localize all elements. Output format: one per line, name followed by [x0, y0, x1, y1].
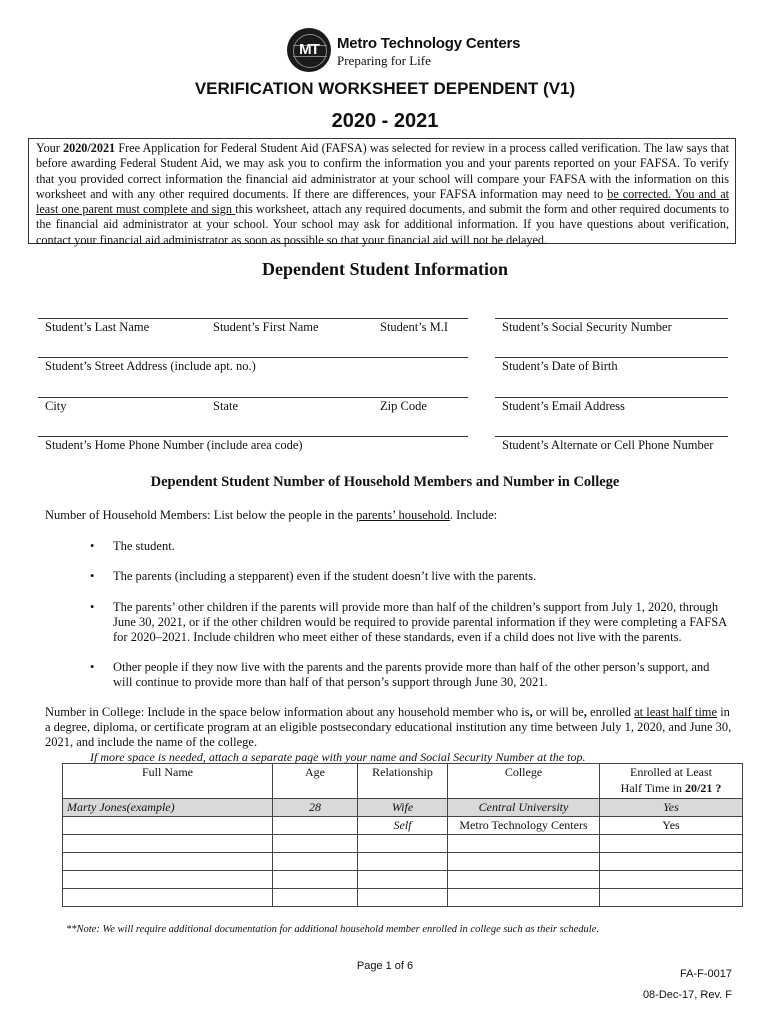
more-space-note: If more space is needed, attach a separate page with your name and Social Security Number at the top. — [90, 750, 586, 764]
bullet-icon: • — [90, 600, 95, 614]
bullet-icon: • — [90, 539, 95, 553]
cell-relationship: Wife — [358, 799, 448, 817]
cell-college[interactable] — [448, 853, 600, 871]
alt-phone-line[interactable] — [495, 436, 728, 437]
cell-relationship[interactable]: Self — [358, 817, 448, 835]
table-row[interactable] — [63, 817, 743, 835]
city-state-zip-line[interactable] — [38, 397, 468, 398]
cell-age[interactable] — [273, 871, 358, 889]
col-header-age: Age — [273, 764, 358, 799]
cell-name: Marty Jones(example) — [63, 799, 273, 817]
label-ssn: Student’s Social Security Number — [502, 320, 672, 334]
name-field-line[interactable] — [38, 318, 468, 319]
globe-logo-icon: MT — [287, 28, 331, 72]
cell-relationship[interactable] — [358, 871, 448, 889]
form-revision: 08-Dec-17, Rev. F — [642, 989, 732, 1001]
household-heading: Dependent Student Number of Household Members and Number in College — [150, 474, 620, 490]
cell-college[interactable] — [448, 835, 600, 853]
street-field-line[interactable] — [38, 357, 468, 358]
ssn-field-line[interactable] — [495, 318, 728, 319]
label-zip: Zip Code — [380, 399, 427, 413]
col-header-enrolled: Enrolled at Least Half Time in 20/21 ? — [600, 764, 743, 799]
label-city: City — [45, 399, 67, 413]
cell-age[interactable] — [273, 853, 358, 871]
table-header-row — [63, 764, 743, 799]
cell-name[interactable] — [63, 871, 273, 889]
cell-age[interactable] — [273, 835, 358, 853]
cell-name[interactable] — [63, 853, 273, 871]
cell-age: 28 — [273, 799, 358, 817]
cell-college[interactable]: Metro Technology Centers — [448, 817, 600, 835]
bullet-item: Other people if they now live with the parents and the parents provide more than half of the other person’s support, and will continue to provide more than half of that person’s support through June 30, 2021. — [113, 660, 710, 690]
cell-relationship[interactable] — [358, 889, 448, 907]
college-table — [62, 763, 743, 907]
cell-name[interactable] — [63, 817, 273, 835]
cell-enrolled[interactable] — [600, 835, 743, 853]
cell-college: Central University — [448, 799, 600, 817]
label-state: State — [213, 399, 238, 413]
table-row[interactable] — [63, 835, 743, 853]
cell-age[interactable] — [273, 817, 358, 835]
table-row[interactable] — [63, 853, 743, 871]
cell-enrolled[interactable]: Yes — [600, 817, 743, 835]
table-footnote: **Note: We will require additional documentation for additional household member enrolled in college such as their schedule. — [66, 924, 599, 935]
email-field-line[interactable] — [495, 397, 728, 398]
org-logo — [287, 28, 521, 76]
cell-name[interactable] — [63, 835, 273, 853]
home-phone-line[interactable] — [38, 436, 468, 437]
cell-relationship[interactable] — [358, 853, 448, 871]
label-home-phone: Student’s Home Phone Number (include area code) — [45, 438, 303, 452]
bullet-icon: • — [90, 660, 95, 674]
award-year: 2020 - 2021 — [331, 110, 439, 132]
label-dob: Student’s Date of Birth — [502, 359, 618, 373]
label-street: Student’s Street Address (include apt. no.) — [45, 359, 256, 373]
bullet-item: The parents (including a stepparent) even if the student doesn’t live with the parents. — [113, 569, 537, 583]
cell-enrolled[interactable] — [600, 871, 743, 889]
number-in-college-text: Number in College: Include in the space below information about any household member who is, or will be, enrolled at least half time in a degree, diploma, or certificate program at an eligible postsecondary educational institution any time between July 1, 2020, and June 30, 2021, and include the name of the college. — [45, 705, 732, 750]
intro-notice: Your 2020/2021 Free Application for Federal Student Aid (FAFSA) was selected for review in a process called verification. The law says that before awarding Federal Student Aid, we may ask you to confirm the information you and your parents reported on your FAFSA. To verify that you provided correct information the financial aid administrator at your school will compare your FAFSA with the information on this worksheet and with any other required documents. If there are differences, your FAFSA information may need to be corrected. You and at least one parent must complete and sign this worksheet, attach any required documents, and submit the form and other required documents to the financial aid administrator at your school. Your school may ask for additional information. If you have questions about verification, contact your financial aid administrator as soon as possible so that your financial aid will not be delayed. — [28, 138, 736, 244]
bullet-item: The parents’ other children if the parents will provide more than half of the children’s support from July 1, 2020, through June 30, 2021, or if the other children would be required to provide parental information if they were completing a FAFSA for 2020–2021. Include children who meet either of these standards, even if a child does not live with the parents. — [113, 600, 727, 645]
org-tagline: Preparing for Life — [337, 53, 431, 68]
label-mi: Student’s M.I — [380, 320, 449, 334]
label-last-name: Student’s Last Name — [45, 320, 150, 334]
cell-enrolled[interactable] — [600, 853, 743, 871]
bullet-icon: • — [90, 569, 95, 583]
cell-college[interactable] — [448, 889, 600, 907]
label-email: Student’s Email Address — [502, 399, 625, 413]
col-header-college: College — [448, 764, 600, 799]
page-number: Page 1 of 6 — [356, 960, 414, 972]
cell-relationship[interactable] — [358, 835, 448, 853]
col-header-name: Full Name — [63, 764, 273, 799]
table-row[interactable] — [63, 889, 743, 907]
form-title: VERIFICATION WORKSHEET DEPENDENT (V1) — [194, 79, 576, 98]
col-header-relationship: Relationship — [358, 764, 448, 799]
cell-enrolled[interactable] — [600, 889, 743, 907]
bullet-item: The student. — [113, 539, 175, 553]
dob-field-line[interactable] — [495, 357, 728, 358]
cell-college[interactable] — [448, 871, 600, 889]
org-name: Metro Technology Centers — [337, 35, 521, 52]
cell-enrolled: Yes — [600, 799, 743, 817]
student-info-heading: Dependent Student Information — [261, 259, 509, 279]
cell-age[interactable] — [273, 889, 358, 907]
label-alt-phone: Student’s Alternate or Cell Phone Number — [502, 438, 714, 452]
label-first-name: Student’s First Name — [213, 320, 319, 334]
form-code: FA-F-0017 — [680, 968, 732, 980]
table-row[interactable] — [63, 871, 743, 889]
table-row-example — [63, 799, 743, 817]
cell-name[interactable] — [63, 889, 273, 907]
household-intro: Number of Household Members: List below the people in the parents’ household. Include: — [45, 508, 498, 522]
